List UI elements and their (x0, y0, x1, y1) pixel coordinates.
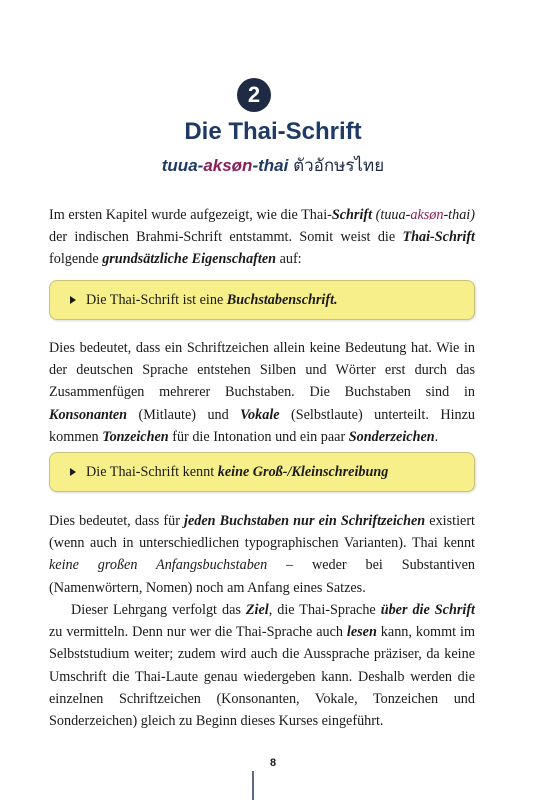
text-run: Dieser Lehrgang verfolgt das (71, 602, 246, 618)
emphasis: Sonderzeichen (348, 428, 435, 445)
text-run: der indischen Brahmi-Schrift entstammt. Somit weist die (49, 229, 403, 246)
body-paragraph (49, 599, 475, 732)
callout-box (49, 280, 475, 320)
transliteration-highlight: aksøn (410, 207, 444, 223)
chapter-number: 2 (247, 82, 261, 107)
text-run: existiert (wenn auch in unterschiedlichen typographischen Varianten). Thai kennt (49, 513, 475, 552)
page-number: 8 (269, 757, 277, 769)
callout-text (86, 464, 388, 481)
triangle-bullet-icon (70, 468, 76, 476)
text-run: (Selbstlaute) unterteilt. Hinzu kommen (49, 406, 475, 445)
text-run: -thai) (443, 207, 475, 223)
text-run: Dies bedeutet, dass für (49, 513, 185, 529)
text-run: auf: (276, 251, 302, 268)
emphasis: keine Groß-/Kleinschreibung (217, 463, 389, 480)
text-run: kann, kommt im Selbststudium weiter; zudem wird auch die Aussprache präziser, da keine Umschrift die Thai-Laute genau wiedergeben kann. Deshalb werden die einzelnen Schriftzeichen (Konsonanten, Vokale, Tonzeichen und Sonderzeichen) gleich zu Beginn dieses Kurses eingeführt. (49, 624, 475, 730)
subtitle-roman-part: -thai (252, 156, 289, 175)
chapter-subtitle (0, 152, 546, 179)
text-run: . (434, 428, 439, 445)
text-run: Im ersten Kapitel wurde aufgezeigt, wie die Thai- (49, 207, 332, 223)
emphasis: keine großen Anfangsbuchstaben (49, 557, 268, 574)
text-run: für die Intonation und ein paar (168, 428, 349, 445)
text-run: – weder bei Substantiven (Namenwörtern, Nomen) noch am Anfang eines Satzes. (49, 557, 475, 596)
text-run: (Mitlaute) und (127, 406, 241, 423)
emphasis: Thai-Schrift (402, 229, 475, 246)
chapter-number-badge (237, 78, 271, 112)
subtitle-roman-highlight: aksøn (203, 156, 253, 175)
emphasis: Buchstabenschrift. (226, 291, 338, 308)
emphasis: Konsonanten (49, 406, 128, 423)
subtitle-roman-part: tuua- (161, 156, 204, 175)
text-run: Die Thai-Schrift kennt (86, 463, 218, 480)
intro-paragraph (49, 204, 475, 271)
callout-text (86, 292, 338, 309)
emphasis: Ziel (245, 602, 269, 618)
emphasis: Vokale (240, 406, 280, 423)
text-run: , die Thai-Sprache (268, 602, 381, 618)
text-run: tuua- (380, 207, 411, 223)
chapter-title: Die Thai-Schrift (184, 118, 362, 145)
subtitle-transliteration (162, 156, 289, 175)
emphasis: über die Schrift (380, 602, 475, 618)
callout-box (49, 452, 475, 492)
triangle-bullet-icon (70, 296, 76, 304)
text-run: folgende (49, 251, 103, 268)
page-marker-line (252, 771, 254, 800)
emphasis: Tonzeichen (102, 428, 169, 445)
text-run: zu vermitteln. Denn nur wer die Thai-Sprache auch (49, 624, 347, 641)
subtitle-thai: ตัวอักษรไทย (293, 156, 385, 175)
body-paragraph (49, 510, 475, 599)
emphasis: lesen (346, 624, 377, 641)
text-run: ( (372, 207, 381, 223)
emphasis: Schrift (331, 207, 373, 223)
body-paragraph (49, 337, 475, 448)
text-run: Dies bedeutet, dass ein Schriftzeichen allein keine Bedeutung hat. Wie in der deutschen Sprache entstehen Silben und Wörter erst durch das Zusammenfügen mehrerer Buchstaben. Die Buchstaben sind in (49, 340, 475, 401)
emphasis: grundsätzliche Eigenschaften (102, 251, 277, 268)
text-run: Die Thai-Schrift ist eine (86, 291, 227, 308)
emphasis: jeden Buchstaben nur ein Schriftzeichen (184, 513, 426, 529)
